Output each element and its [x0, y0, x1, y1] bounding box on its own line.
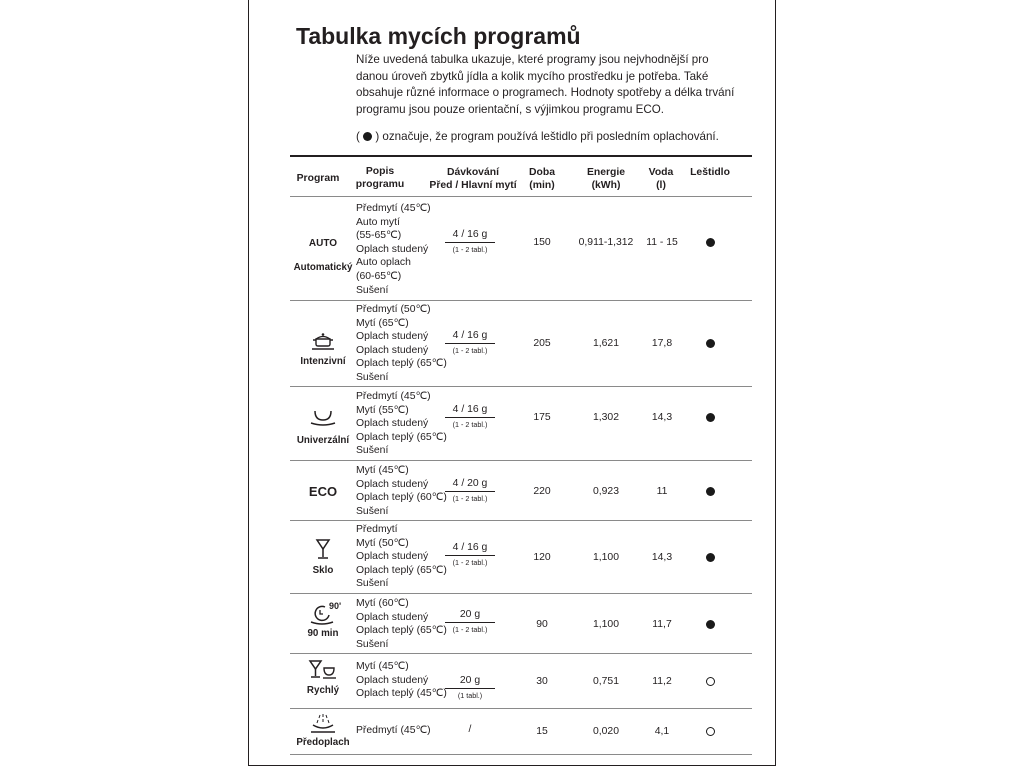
- dose-cell: [445, 542, 495, 567]
- desc-line: Oplach studený: [356, 674, 429, 686]
- program-predoplach: [285, 713, 361, 748]
- header-davkovani-line1: Dávkování: [447, 167, 499, 178]
- program-code: AUTO: [308, 238, 338, 249]
- desc-line: (60-65℃): [356, 270, 402, 282]
- energy-value: 0,923: [592, 486, 619, 497]
- desc-line: Auto oplach: [356, 257, 411, 269]
- duration-value: 30: [536, 676, 548, 687]
- water-value: 11: [656, 486, 668, 497]
- water-value: 14,3: [651, 552, 673, 563]
- dose-tablets: (1 - 2 tabl.): [452, 625, 488, 634]
- program-description: [356, 597, 447, 651]
- header-davkovani-line2: Před / Hlavní mytí: [429, 180, 517, 191]
- program-univerzalni: [285, 407, 361, 446]
- dose-tablets: (1 - 2 tabl.): [452, 346, 488, 355]
- header-bottom-rule: [290, 196, 752, 197]
- program-description: [356, 724, 431, 738]
- dose-cell: [445, 675, 495, 700]
- header-popis-line1: Popis: [365, 166, 395, 177]
- desc-line: Oplach studený: [356, 243, 429, 255]
- dose-value: 4 / 20 g: [445, 478, 495, 492]
- desc-line: Oplach studený: [356, 418, 429, 430]
- program-description: [356, 202, 431, 297]
- water-value: 11 - 15: [646, 237, 678, 248]
- desc-line: Auto mytí: [356, 216, 400, 228]
- dose-cell: [445, 330, 495, 355]
- row-divider: [290, 593, 752, 594]
- desc-line: Předmytí (45℃): [356, 391, 431, 402]
- desc-line: Oplach studený: [356, 344, 429, 356]
- desc-line: Sušení: [356, 505, 389, 517]
- glass-icon: [314, 538, 332, 560]
- header-davkovani: [427, 166, 519, 192]
- row-divider: [290, 386, 752, 387]
- water-value: 17,8: [651, 338, 673, 349]
- desc-line: Oplach teplý (45℃): [356, 688, 447, 700]
- duration-value: 220: [533, 486, 551, 497]
- shower-icon: [309, 713, 337, 735]
- desc-line: Oplach teplý (65℃): [356, 564, 447, 576]
- program-description: [356, 303, 447, 385]
- row-divider: [290, 520, 752, 521]
- header-energie-line2: (kWh): [591, 180, 621, 191]
- desc-line: Sušení: [356, 445, 389, 457]
- manual-page: [248, 0, 776, 766]
- desc-line: Sušení: [356, 371, 389, 383]
- desc-line: (55-65℃): [356, 230, 402, 242]
- desc-line: Sušení: [356, 638, 389, 650]
- energy-value: 0,911-1,312: [578, 237, 634, 248]
- desc-line: Předmytí (50℃): [356, 304, 431, 315]
- legend-prefix: (: [356, 130, 360, 144]
- program-label: Automatický: [293, 262, 353, 273]
- header-doba-line2: (min): [529, 180, 555, 191]
- header-voda: [644, 166, 678, 192]
- program-label: Intenzivní: [300, 356, 346, 367]
- dose-cell: [445, 478, 495, 503]
- energy-value: 1,100: [592, 619, 619, 630]
- desc-line: Sušení: [356, 578, 389, 590]
- dose-value: 4 / 16 g: [445, 404, 495, 418]
- desc-line: Předmytí (45℃): [356, 725, 431, 736]
- intro-block: [356, 52, 736, 146]
- desc-line: Oplach teplý (65℃): [356, 625, 447, 637]
- program-label: Sklo: [312, 565, 334, 576]
- header-doba-line1: Doba: [529, 167, 555, 178]
- desc-line: Předmytí: [356, 524, 398, 535]
- duration-value: 175: [533, 412, 551, 423]
- row-divider: [290, 653, 752, 654]
- header-voda-line2: (l): [656, 180, 666, 191]
- dose-tablets: (1 - 2 tabl.): [452, 558, 488, 567]
- desc-line: Oplach teplý (65℃): [356, 358, 447, 370]
- desc-line: Oplach studený: [356, 611, 429, 623]
- row-divider: [290, 754, 752, 755]
- glass-cup-icon: [308, 659, 338, 681]
- program-description: [356, 523, 447, 591]
- program-sklo: [285, 538, 361, 576]
- rinse-aid-dot-icon: [706, 487, 715, 496]
- cup-icon: [310, 407, 336, 427]
- energy-value: 0,020: [592, 726, 619, 737]
- dose-value: 4 / 16 g: [445, 229, 495, 243]
- desc-line: Předmytí (45℃): [356, 203, 431, 214]
- program-description: [356, 660, 447, 701]
- rinse-aid-dot-icon: [706, 339, 715, 348]
- row-divider: [290, 460, 752, 461]
- desc-line: Mytí (50℃): [356, 537, 409, 549]
- dose-cell: [445, 609, 495, 634]
- energy-value: 0,751: [592, 676, 619, 687]
- energy-value: 1,621: [592, 338, 619, 349]
- desc-line: Sušení: [356, 284, 389, 296]
- energy-value: 1,302: [592, 412, 619, 423]
- dose-value: /: [468, 724, 472, 735]
- header-doba: [522, 166, 562, 192]
- rinse-aid-empty-dot-icon: [706, 677, 715, 686]
- water-value: 14,3: [651, 412, 673, 423]
- program-description: [356, 390, 447, 458]
- program-rychly: [285, 659, 361, 696]
- duration-value: 120: [533, 552, 551, 563]
- dose-cell: [445, 229, 495, 254]
- desc-line: Oplach studený: [356, 331, 429, 343]
- duration-value: 90: [536, 619, 548, 630]
- filled-dot-icon: [363, 132, 372, 141]
- header-energie-line1: Energie: [586, 167, 626, 178]
- intro-text: Níže uvedená tabulka ukazuje, které programy jsou nejvhodnější pro danou úroveň zbytků jídla a kolik mycího prostředku je potřeba. Také obsahuje různé informace o programech. Hodnoty spotřeby a délka trvání programu jsou pouze orientační, s výjimkou programu ECO.: [356, 53, 735, 116]
- program-intenzivni: [285, 329, 361, 367]
- legend-body: ) označuje, že program používá leštidlo při posledním oplachování.: [375, 130, 719, 144]
- program-90-min: [285, 601, 361, 639]
- header-lestidlo: Leštidlo: [690, 167, 730, 178]
- program-auto: [285, 238, 361, 273]
- header-voda-line1: Voda: [648, 167, 674, 178]
- pot-icon: [311, 329, 335, 351]
- rinse-aid-dot-icon: [706, 413, 715, 422]
- rinse-aid-dot-icon: [706, 620, 715, 629]
- header-top-rule: [290, 155, 752, 157]
- dose-tablets: (1 - 2 tabl.): [452, 420, 488, 429]
- program-label: Univerzální: [296, 435, 350, 446]
- program-label: 90 min: [307, 628, 339, 639]
- duration-value: 150: [533, 237, 551, 248]
- desc-line: Oplach teplý (60℃): [356, 492, 447, 504]
- water-value: 4,1: [654, 726, 670, 737]
- program-description: [356, 464, 447, 518]
- page-title: Tabulka mycích programů: [296, 23, 581, 49]
- legend-text: [356, 129, 736, 146]
- dose-value: 4 / 16 g: [445, 330, 495, 344]
- clock-90-icon: [303, 601, 343, 625]
- dose-cell: [445, 404, 495, 429]
- program-code: ECO: [308, 484, 338, 499]
- row-divider: [290, 708, 752, 709]
- desc-line: Mytí (45℃): [356, 465, 409, 476]
- desc-line: Oplach studený: [356, 551, 429, 563]
- program-label: Předoplach: [296, 737, 350, 748]
- rinse-aid-dot-icon: [706, 553, 715, 562]
- desc-line: Mytí (55℃): [356, 404, 409, 416]
- dose-tablets: (1 - 2 tabl.): [452, 245, 488, 254]
- program-eco: [285, 484, 361, 499]
- dose-tablets: (1 tabl.): [457, 691, 483, 700]
- duration-value: 205: [533, 338, 551, 349]
- rinse-aid-dot-icon: [706, 238, 715, 247]
- water-value: 11,7: [652, 619, 672, 630]
- desc-line: Mytí (60℃): [356, 598, 409, 609]
- dose-value: 4 / 16 g: [445, 542, 495, 556]
- header-energie: [581, 166, 631, 192]
- program-label: Rychlý: [306, 685, 340, 696]
- desc-line: Oplach teplý (65℃): [356, 431, 447, 443]
- desc-line: Mytí (45℃): [356, 661, 409, 672]
- energy-value: 1,100: [592, 552, 619, 563]
- rinse-aid-empty-dot-icon: [706, 727, 715, 736]
- water-value: 11,2: [652, 676, 672, 687]
- header-popis: [353, 165, 407, 191]
- header-program: Program: [296, 173, 340, 184]
- dose-value: 20 g: [445, 609, 495, 623]
- header-popis-line2: programu: [355, 179, 405, 190]
- dose-value: 20 g: [445, 675, 495, 689]
- desc-line: Mytí (65℃): [356, 317, 409, 329]
- row-divider: [290, 300, 752, 301]
- program-code: 90': [329, 601, 342, 611]
- desc-line: Oplach studený: [356, 478, 429, 490]
- duration-value: 15: [536, 726, 548, 737]
- dose-tablets: (1 - 2 tabl.): [452, 494, 488, 503]
